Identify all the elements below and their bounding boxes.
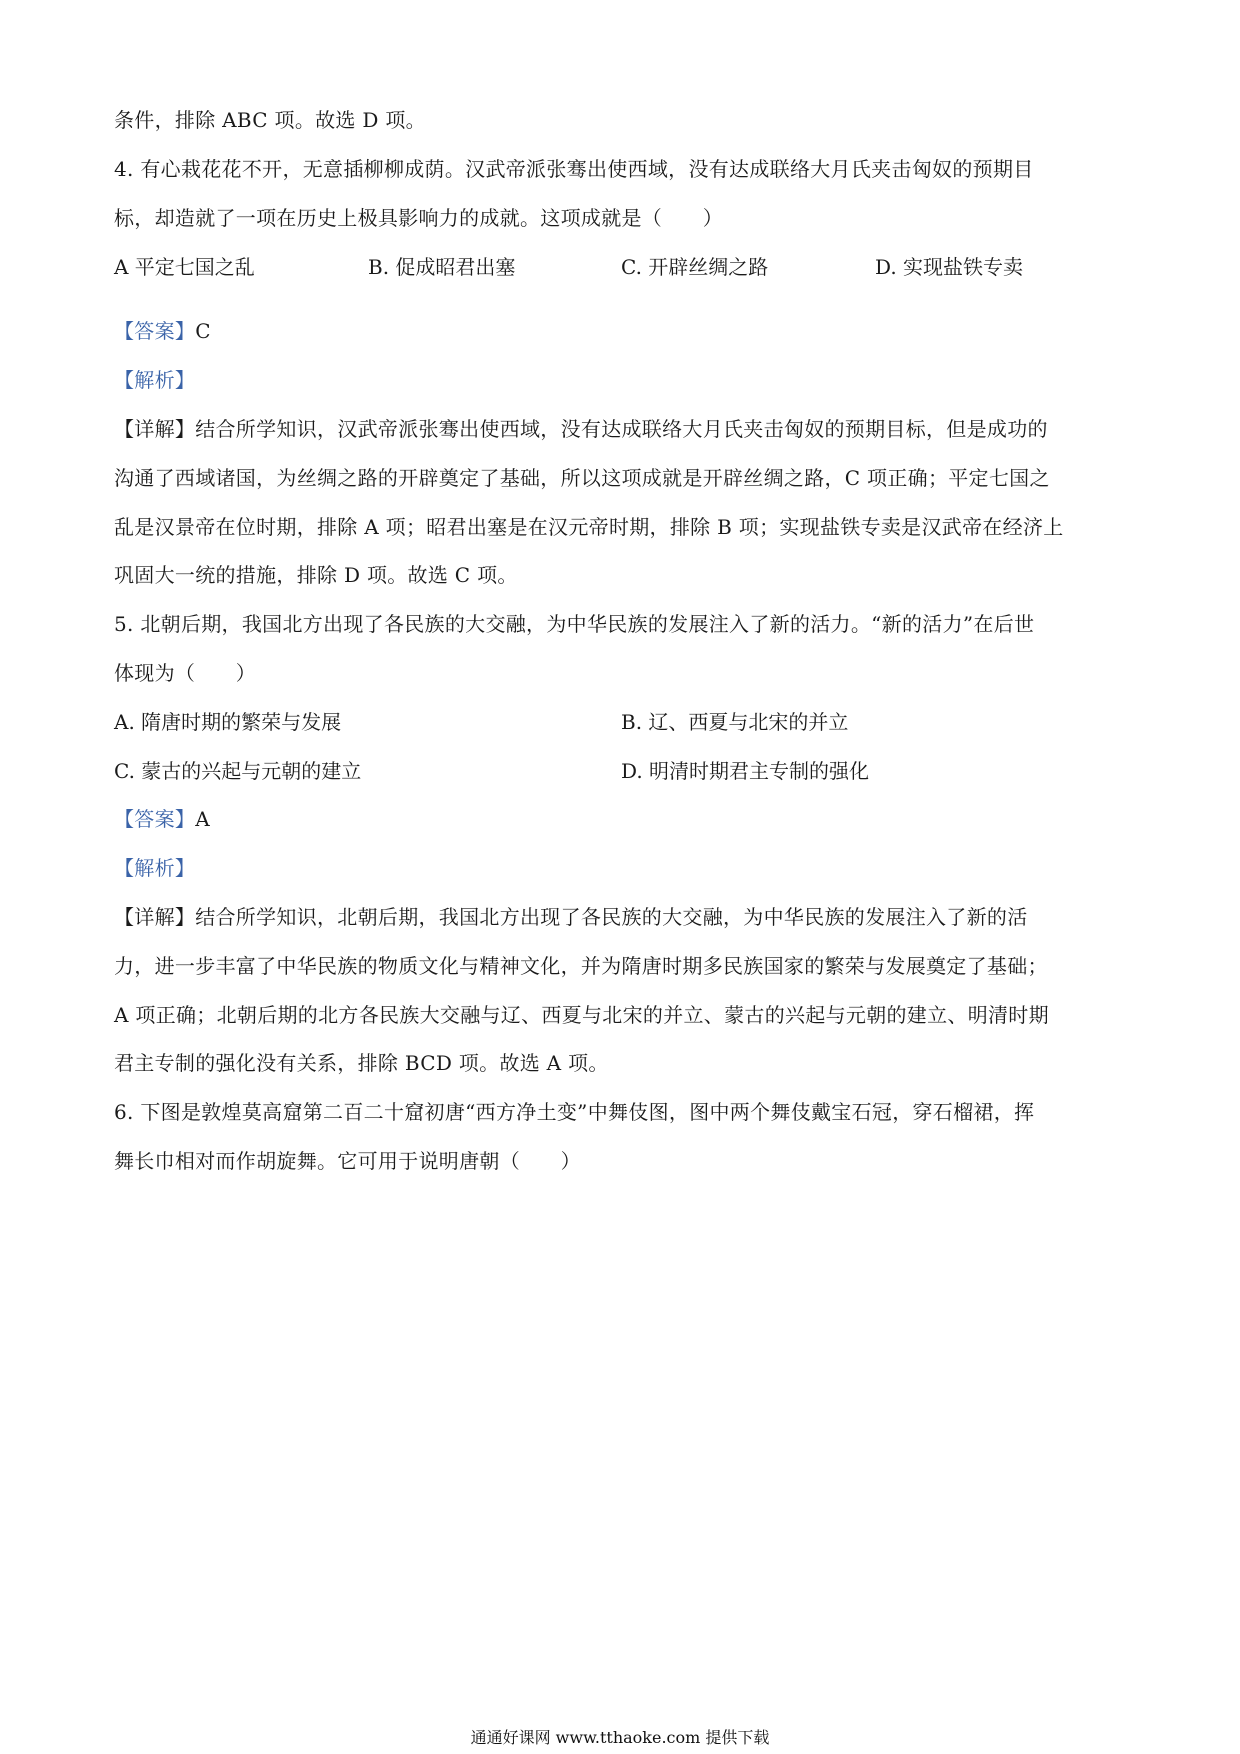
q5-detail-line-2: 力，进一步丰富了中华民族的物质文化与精神文化，并为隋唐时期多民族国家的繁荣与发展奠定了基础； — [114, 954, 1048, 978]
q5-option-b: B. 辽、西夏与北宋的并立 — [621, 710, 849, 734]
q5-option-d: D. 明清时期君主专制的强化 — [621, 759, 870, 783]
detail-tag: 【详解】 — [114, 417, 196, 441]
q4-stem-line-1: 4. 有心栽花花不开，无意插柳柳成荫。汉武帝派张骞出使西域，没有达成联络大月氏夹击匈奴的预期目 — [114, 157, 1034, 181]
q4-analysis-tag: 【解析】 — [114, 368, 196, 392]
q5-detail-line-3: A 项正确；北朝后期的北方各民族大交融与辽、西夏与北宋的并立、蒙古的兴起与元朝的建立、明清时期 — [114, 1003, 1049, 1027]
q5-option-c: C. 蒙古的兴起与元朝的建立 — [114, 759, 362, 783]
q4-option-a: A 平定七国之乱 — [114, 255, 255, 279]
page-footer: 通通好课网 www.tthaoke.com 提供下载 — [470, 1728, 770, 1747]
answer-value: A — [195, 807, 210, 831]
q5-detail-line-4: 君主专制的强化没有关系，排除 BCD 项。故选 A 项。 — [114, 1051, 609, 1075]
q4-stem-line-2: 标，却造就了一项在历史上极具影响力的成就。这项成就是（ ） — [114, 206, 723, 230]
detail-text: 结合所学知识，北朝后期，我国北方出现了各民族的大交融，为中华民族的发展注入了新的活 — [195, 905, 1028, 929]
q5-detail-line-1 — [114, 904, 1028, 930]
q6-stem-line-2: 舞长巾相对而作胡旋舞。它可用于说明唐朝（ ） — [114, 1149, 581, 1173]
detail-tag: 【详解】 — [114, 905, 196, 929]
q4-detail-line-2: 沟通了西域诸国，为丝绸之路的开辟奠定了基础，所以这项成就是开辟丝绸之路，C 项正确；平定七国之 — [114, 466, 1050, 490]
q4-option-d: D. 实现盐铁专卖 — [875, 255, 1024, 279]
detail-text: 结合所学知识，汉武帝派张骞出使西域，没有达成联络大月氏夹击匈奴的预期目标，但是成功的 — [195, 417, 1048, 441]
q5-option-a: A. 隋唐时期的繁荣与发展 — [114, 710, 342, 734]
q4-detail-line-1 — [114, 416, 1048, 442]
q4-detail-line-3: 乱是汉景帝在位时期，排除 A 项；昭君出塞是在汉元帝时期，排除 B 项；实现盐铁专卖是汉武帝在经济上 — [114, 515, 1064, 539]
answer-value: C — [195, 319, 211, 343]
q4-option-b: B. 促成昭君出塞 — [368, 255, 516, 279]
q4-answer — [114, 318, 211, 344]
q5-stem-line-1: 5. 北朝后期，我国北方出现了各民族的大交融，为中华民族的发展注入了新的活力。“新的活力”在后世 — [114, 612, 1035, 636]
answer-tag: 【答案】 — [114, 807, 196, 831]
q6-stem-line-1: 6. 下图是敦煌莫高窟第二百二十窟初唐“西方净土变”中舞伎图，图中两个舞伎戴宝石冠，穿石榴裙，挥 — [114, 1100, 1035, 1124]
continued-text: 条件，排除 ABC 项。故选 D 项。 — [114, 108, 426, 132]
q5-stem-line-2: 体现为（ ） — [114, 661, 257, 685]
q4-option-c: C. 开辟丝绸之路 — [621, 255, 769, 279]
q5-analysis-tag: 【解析】 — [114, 856, 196, 880]
q5-answer — [114, 806, 210, 832]
answer-tag: 【答案】 — [114, 319, 196, 343]
q4-detail-line-4: 巩固大一统的措施，排除 D 项。故选 C 项。 — [114, 563, 518, 587]
